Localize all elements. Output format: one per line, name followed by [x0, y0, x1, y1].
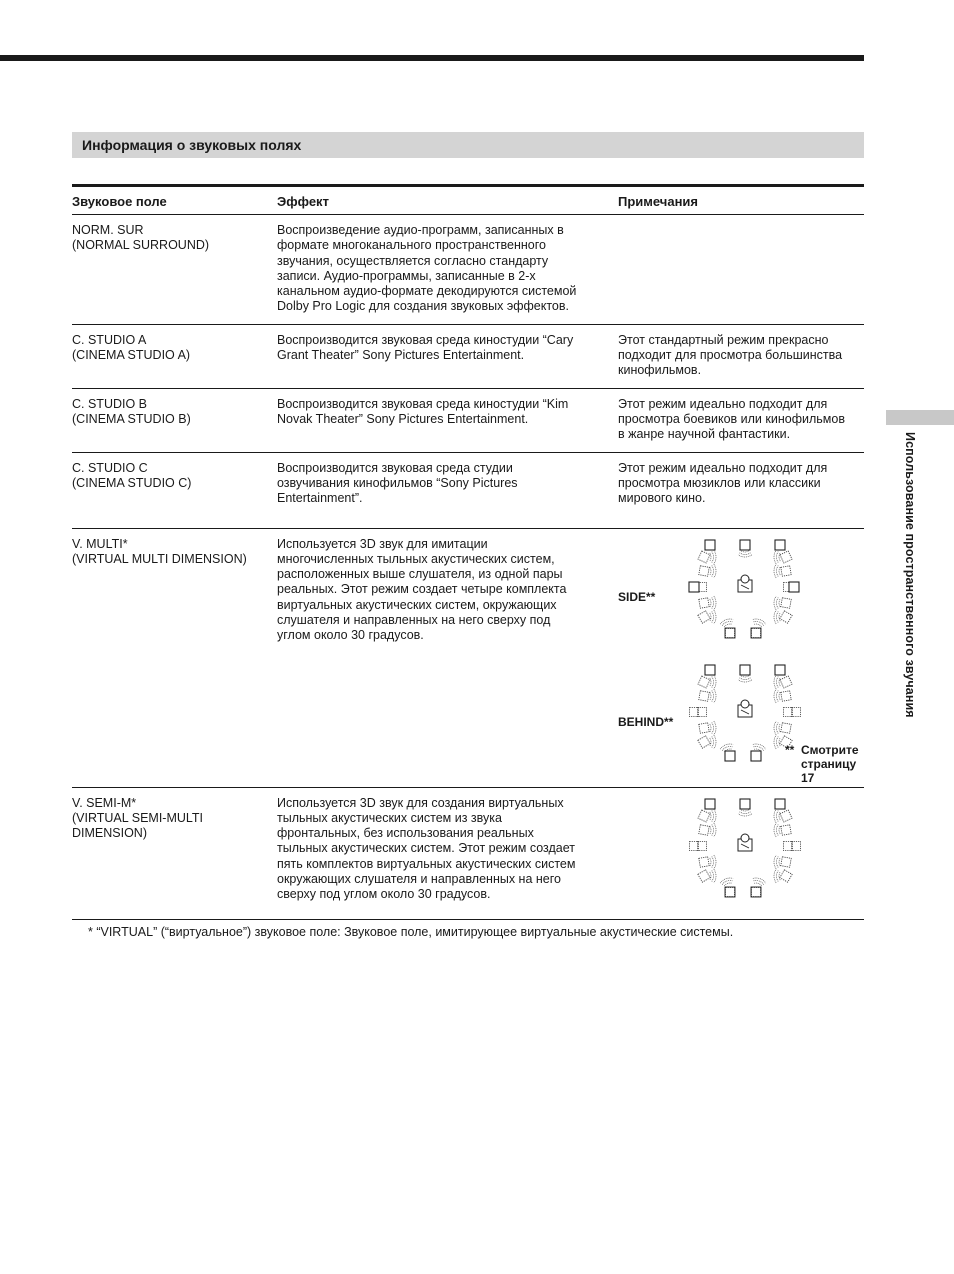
- notes-line: Этот режим идеально подходит для: [618, 396, 828, 411]
- sound-wave-icon: [714, 596, 716, 610]
- sound-wave-icon: [710, 678, 711, 686]
- field-fullname: DIMENSION): [72, 826, 147, 841]
- semi-diagram-block: [618, 796, 854, 908]
- sound-wave-icon: [722, 621, 732, 625]
- sound-wave-icon: [738, 813, 752, 815]
- field-name: V. MULTI*: [72, 536, 128, 551]
- virtual-speaker-icon: [781, 722, 791, 732]
- speaker-icon: [789, 582, 799, 592]
- sound-wave-icon: [777, 824, 779, 835]
- virtual-speaker-icon: [726, 628, 735, 637]
- see-page-note: [785, 742, 859, 785]
- sound-wave-icon: [720, 744, 733, 749]
- field-cell: [72, 215, 277, 325]
- effect-line: Воспроизводится звуковая среда киностудии “Kim: [277, 396, 569, 411]
- sound-wave-icon: [712, 551, 714, 562]
- virtual-speaker-icon: [780, 610, 792, 622]
- notes-line: Этот стандартный режим прекрасно: [618, 332, 829, 347]
- footnote: * “VIRTUAL” (“виртуальное”) звуковое поле: Звуковое поле, имитирующее виртуальные акустические системы.: [88, 925, 734, 939]
- sound-wave-icon: [710, 872, 711, 880]
- virtual-speaker-icon: [781, 824, 791, 834]
- effect-line: Используется 3D звук для создания виртуальных: [277, 795, 564, 810]
- sound-wave-icon: [720, 619, 733, 624]
- virtual-speaker-icon: [752, 628, 761, 637]
- see-note-line: страницу: [801, 756, 857, 771]
- sound-wave-icon: [774, 735, 776, 749]
- header-sound-field: Звуковое поле: [72, 186, 277, 215]
- sound-fields-table: [72, 184, 864, 920]
- effect-line: Dolby Pro Logic для создания звуковых эффектов.: [277, 299, 569, 314]
- virtual-speaker-icon: [726, 887, 735, 896]
- sound-wave-icon: [777, 810, 779, 821]
- effect-line: виртуальных акустических систем, окружающих: [277, 597, 557, 612]
- table-row: [72, 215, 864, 325]
- sound-wave-icon: [714, 855, 716, 869]
- sound-wave-icon: [710, 692, 711, 700]
- virtual-speaker-icon: [699, 565, 709, 575]
- virtual-speaker-icon: [698, 735, 710, 747]
- sound-wave-icon: [777, 870, 779, 881]
- field-fullname: (VIRTUAL MULTI DIMENSION): [72, 551, 247, 566]
- virtual-speaker-icon: [698, 610, 710, 622]
- sound-wave-icon: [714, 550, 716, 564]
- sound-wave-icon: [712, 856, 714, 867]
- effect-line: канальном аудио-формате декодируются системой: [277, 284, 577, 299]
- see-note-line: 17: [801, 770, 815, 785]
- speaker-icon: [725, 751, 735, 761]
- notes-line: мирового кино.: [618, 491, 706, 506]
- sound-wave-icon: [779, 692, 780, 700]
- table-row: [72, 388, 864, 452]
- see-note-marker: **: [785, 742, 795, 757]
- sound-wave-icon: [774, 809, 776, 823]
- header-notes: Примечания: [618, 186, 864, 215]
- notes-cell: [618, 452, 864, 528]
- speaker-icon: [740, 665, 750, 675]
- sound-wave-icon: [753, 878, 766, 883]
- sound-wave-icon: [774, 869, 776, 883]
- sound-wave-icon: [712, 597, 714, 608]
- sound-wave-icon: [774, 564, 776, 578]
- speaker-icon: [775, 799, 785, 809]
- virtual-speaker-icon: [781, 565, 791, 575]
- sound-wave-icon: [753, 744, 766, 749]
- sound-wave-icon: [774, 610, 776, 624]
- sound-wave-icon: [714, 823, 716, 837]
- sound-wave-icon: [712, 824, 714, 835]
- sound-wave-icon: [710, 613, 711, 621]
- virtual-speaker-icon: [781, 856, 791, 866]
- field-cell: [72, 787, 277, 919]
- speaker-icon: [705, 799, 715, 809]
- field-fullname: (NORMAL SURROUND): [72, 238, 210, 253]
- effect-line: Grant Theater” Sony Pictures Entertainment.: [277, 348, 525, 363]
- effect-line: многочисленных тыльных акустических систем,: [277, 551, 555, 566]
- effect-cell: [277, 215, 618, 325]
- sound-wave-icon: [710, 567, 711, 575]
- sound-wave-icon: [714, 721, 716, 735]
- sound-wave-icon: [777, 856, 779, 867]
- sound-wave-icon: [754, 621, 764, 625]
- speaker-diagram-side: [680, 537, 810, 647]
- virtual-speaker-icon: [698, 551, 710, 563]
- rear-speaker-icon: [751, 628, 761, 638]
- sound-wave-icon: [779, 812, 780, 820]
- rear-speaker-icon: [751, 887, 761, 897]
- side-label: SIDE**: [618, 589, 656, 604]
- sound-wave-icon: [774, 855, 776, 869]
- sound-wave-icon: [710, 738, 711, 746]
- sound-wave-icon: [710, 826, 711, 834]
- speaker-icon: [740, 799, 750, 809]
- virtual-speaker-icon: [699, 597, 709, 607]
- sound-wave-icon: [774, 689, 776, 703]
- effect-line: фронтальных, без использования реальных: [277, 826, 534, 841]
- sound-wave-icon: [714, 610, 716, 624]
- effect-cell: [277, 388, 618, 452]
- sound-wave-icon: [774, 823, 776, 837]
- sound-wave-icon: [754, 883, 762, 886]
- virtual-speaker-icon: [781, 690, 791, 700]
- side-diagram-block: [618, 537, 854, 660]
- sound-wave-icon: [722, 746, 732, 750]
- field-fullname: (CINEMA STUDIO B): [72, 411, 191, 426]
- notes-line: кинофильмов.: [618, 363, 702, 378]
- field-name: C. STUDIO C: [72, 460, 148, 475]
- sound-wave-icon: [712, 722, 714, 733]
- virtual-speaker-icon: [698, 869, 710, 881]
- sound-wave-icon: [779, 826, 780, 834]
- sound-wave-icon: [710, 858, 711, 866]
- effect-line: сверху под углом около 30 градусов.: [277, 887, 491, 902]
- sound-wave-icon: [740, 677, 751, 679]
- virtual-speaker-icon: [780, 676, 792, 688]
- sound-wave-icon: [738, 679, 752, 681]
- effect-cell: [277, 528, 618, 787]
- rear-speaker-icon: [725, 887, 735, 897]
- effect-line: тыльных акустических систем из звука: [277, 810, 502, 825]
- sound-wave-icon: [779, 724, 780, 732]
- see-note-line: Смотрите: [801, 742, 859, 757]
- sound-wave-icon: [712, 565, 714, 576]
- virtual-speaker-icon: [781, 597, 791, 607]
- sound-wave-icon: [710, 553, 711, 561]
- notes-line: просмотра боевиков или кинофильмов: [618, 411, 845, 426]
- effect-line: Воспроизводится звуковая среда студии: [277, 460, 513, 475]
- field-fullname: (VIRTUAL SEMI-MULTI: [72, 810, 204, 825]
- sound-wave-icon: [714, 809, 716, 823]
- sound-wave-icon: [779, 858, 780, 866]
- effect-line: расположенных выше слушателя, из одной пары: [277, 567, 563, 582]
- sound-wave-icon: [724, 624, 732, 627]
- sound-wave-icon: [741, 809, 749, 810]
- virtual-speaker-icon: [699, 690, 709, 700]
- virtual-speaker-icon: [699, 722, 709, 732]
- effect-line: озвучивания кинофильмов “Sony Pictures: [277, 475, 518, 490]
- sound-wave-icon: [777, 722, 779, 733]
- sound-wave-icon: [738, 554, 752, 556]
- sound-wave-icon: [740, 552, 751, 554]
- table-row: [72, 324, 864, 388]
- field-cell: [72, 324, 277, 388]
- behind-label: BEHIND**: [618, 714, 674, 729]
- sound-wave-icon: [754, 746, 764, 750]
- sound-wave-icon: [777, 676, 779, 687]
- effect-line: записи. Аудио-программы, записанные в 2-х: [277, 268, 536, 283]
- effect-line: окружающих слушателя и направленных на него: [277, 872, 561, 887]
- field-cell: [72, 388, 277, 452]
- effect-line: тыльных акустических систем. Этот режим создает: [277, 841, 575, 856]
- sound-wave-icon: [712, 690, 714, 701]
- sound-wave-icon: [779, 553, 780, 561]
- effect-line: углом около 30 градусов.: [277, 628, 424, 643]
- sound-wave-icon: [777, 690, 779, 701]
- effect-line: слушателя и направленных на него сверху под: [277, 613, 551, 628]
- speaker-icon: [751, 751, 761, 761]
- effect-line: Novak Theater” Sony Pictures Entertainment.: [277, 411, 529, 426]
- sound-wave-icon: [774, 721, 776, 735]
- sound-wave-icon: [722, 880, 732, 884]
- field-cell: [72, 528, 277, 787]
- table-row: [72, 528, 864, 787]
- sound-wave-icon: [777, 551, 779, 562]
- effect-cell: [277, 324, 618, 388]
- table-row: [72, 787, 864, 919]
- field-fullname: (CINEMA STUDIO C): [72, 475, 192, 490]
- virtual-speaker-icon: [699, 856, 709, 866]
- sound-wave-icon: [714, 735, 716, 749]
- sound-wave-icon: [774, 675, 776, 689]
- virtual-speaker-icon: [698, 676, 710, 688]
- sound-wave-icon: [754, 880, 764, 884]
- sound-wave-icon: [712, 810, 714, 821]
- effect-line: Entertainment”.: [277, 491, 363, 506]
- sound-wave-icon: [774, 550, 776, 564]
- field-fullname: (CINEMA STUDIO A): [72, 348, 191, 363]
- sound-wave-icon: [779, 738, 780, 746]
- field-name: NORM. SUR: [72, 223, 144, 237]
- sound-wave-icon: [714, 564, 716, 578]
- virtual-speaker-icon: [780, 810, 792, 822]
- sound-wave-icon: [720, 878, 733, 883]
- effect-line: формате многоканального пространственного: [277, 238, 546, 253]
- notes-line: в жанре научной фантастики.: [618, 427, 791, 442]
- speaker-icon: [689, 582, 699, 592]
- effect-line: Воспроизводится звуковая среда киностудии “Cary: [277, 332, 574, 347]
- sound-wave-icon: [710, 812, 711, 820]
- header-effect: Эффект: [277, 186, 618, 215]
- notes-line: просмотра мюзиклов или классики: [618, 475, 821, 490]
- field-name: C. STUDIO A: [72, 332, 147, 347]
- sound-wave-icon: [712, 611, 714, 622]
- speaker-icon: [740, 540, 750, 550]
- virtual-speaker-icon: [780, 869, 792, 881]
- listener-icon: [738, 575, 752, 592]
- notes-line: подходит для просмотра большинства: [618, 348, 843, 363]
- notes-cell: [618, 215, 864, 325]
- side-section-label: Использование пространственного звучания: [903, 432, 917, 718]
- effect-line: звучания, осуществляется согласно стандарту: [277, 253, 549, 268]
- table-row: [72, 452, 864, 528]
- section-title: Информация о звуковых полях: [72, 132, 864, 158]
- notes-cell: [618, 388, 864, 452]
- sound-wave-icon: [774, 596, 776, 610]
- notes-cell: [618, 528, 864, 787]
- behind-diagram-block: [618, 660, 859, 785]
- sound-wave-icon: [712, 676, 714, 687]
- table-header-row: [72, 186, 864, 215]
- notes-cell: [618, 324, 864, 388]
- field-name: V. SEMI-M*: [72, 795, 137, 810]
- sound-wave-icon: [714, 689, 716, 703]
- sound-wave-icon: [740, 811, 751, 813]
- listener-icon: [738, 834, 752, 851]
- sound-wave-icon: [714, 869, 716, 883]
- side-tab-marker: [886, 410, 954, 425]
- sound-wave-icon: [710, 599, 711, 607]
- sound-wave-icon: [777, 736, 779, 747]
- virtual-speaker-icon: [698, 810, 710, 822]
- effect-cell: [277, 787, 618, 919]
- effect-line: Воспроизведение аудио-программ, записанных в: [277, 223, 564, 237]
- effect-line: пять комплектов виртуальных акустических систем: [277, 856, 576, 871]
- sound-wave-icon: [779, 872, 780, 880]
- speaker-icon: [775, 665, 785, 675]
- sound-wave-icon: [712, 736, 714, 747]
- sound-wave-icon: [754, 624, 762, 627]
- sound-wave-icon: [712, 870, 714, 881]
- sound-wave-icon: [777, 597, 779, 608]
- virtual-speaker-icon: [780, 551, 792, 563]
- sound-wave-icon: [779, 567, 780, 575]
- effect-line: Используется 3D звук для имитации: [277, 536, 488, 551]
- sound-wave-icon: [741, 550, 749, 551]
- field-name: C. STUDIO B: [72, 396, 148, 411]
- notes-cell: [618, 787, 864, 919]
- speaker-icon: [705, 540, 715, 550]
- sound-wave-icon: [724, 883, 732, 886]
- sound-wave-icon: [777, 611, 779, 622]
- sound-wave-icon: [779, 678, 780, 686]
- sound-wave-icon: [779, 613, 780, 621]
- top-rule: [0, 55, 864, 61]
- rear-speaker-icon: [725, 628, 735, 638]
- sound-wave-icon: [779, 599, 780, 607]
- sound-wave-icon: [753, 619, 766, 624]
- virtual-speaker-icon: [699, 824, 709, 834]
- field-cell: [72, 452, 277, 528]
- speaker-diagram-semi: [680, 796, 810, 906]
- notes-line: Этот режим идеально подходит для: [618, 460, 828, 475]
- speaker-icon: [775, 540, 785, 550]
- sound-wave-icon: [714, 675, 716, 689]
- virtual-speaker-icon: [752, 887, 761, 896]
- sound-wave-icon: [741, 675, 749, 676]
- speaker-icon: [705, 665, 715, 675]
- sound-wave-icon: [710, 724, 711, 732]
- listener-icon: [738, 700, 752, 717]
- effect-cell: [277, 452, 618, 528]
- effect-line: реальных. Этот режим создает четыре комплекта: [277, 582, 567, 597]
- sound-wave-icon: [777, 565, 779, 576]
